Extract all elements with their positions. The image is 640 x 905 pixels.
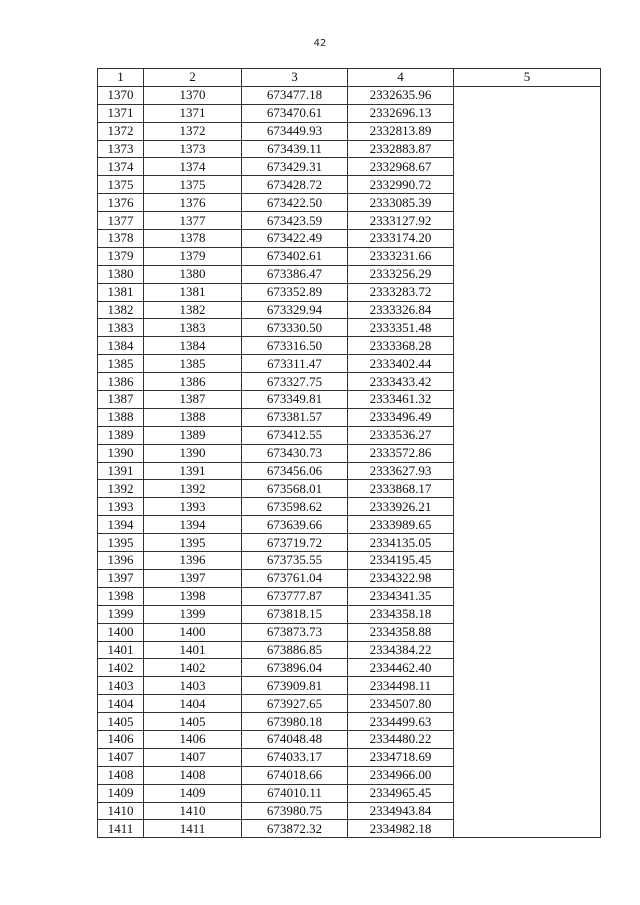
table-cell-col-1: 1386 [98,373,144,391]
table-cell-col-1: 1371 [98,104,144,122]
table-cell-col-2: 1406 [144,730,242,748]
table-cell-col-4: 2334943.84 [348,802,454,820]
table-cell-col-4: 2333326.84 [348,301,454,319]
table-cell-col-1: 1395 [98,534,144,552]
table-cell-col-1: 1410 [98,802,144,820]
table-cell-col-1: 1370 [98,86,144,104]
table-cell-col-1: 1380 [98,265,144,283]
table-cell-col-2: 1381 [144,283,242,301]
table-cell-col-1: 1406 [98,730,144,748]
table-cell-col-1: 1378 [98,230,144,248]
table-cell-col-4: 2334965.45 [348,784,454,802]
table-cell-col-4: 2332635.96 [348,86,454,104]
table-cell-col-2: 1372 [144,122,242,140]
table-cell-col-3: 673330.50 [242,319,348,337]
table-cell-col-3: 673719.72 [242,534,348,552]
table-cell-col-2: 1370 [144,86,242,104]
table-cell-col-2: 1383 [144,319,242,337]
table-cell-col-3: 674048.48 [242,730,348,748]
table-cell-col-4: 2333461.32 [348,391,454,409]
table-cell-col-2: 1397 [144,569,242,587]
table-cell-col-4: 2334322.98 [348,569,454,587]
table-cell-col-4: 2334498.11 [348,677,454,695]
table-cell-col-2: 1396 [144,552,242,570]
table-cell-col-2: 1374 [144,158,242,176]
table-cell-col-3: 673349.81 [242,391,348,409]
table-cell-col-4: 2334499.63 [348,713,454,731]
table-cell-col-1: 1376 [98,194,144,212]
table-cell-col-3: 673311.47 [242,355,348,373]
table-cell-col-2: 1407 [144,748,242,766]
table-cell-col-4: 2334462.40 [348,659,454,677]
table-cell-col-2: 1378 [144,230,242,248]
table-cell-col-1: 1398 [98,587,144,605]
table-cell-col-1: 1379 [98,247,144,265]
table-cell-col-2: 1394 [144,516,242,534]
table-cell-col-1: 1409 [98,784,144,802]
table-cell-col-1: 1401 [98,641,144,659]
table-cell-col-4: 2333368.28 [348,337,454,355]
table-cell-col-4: 2334480.22 [348,730,454,748]
table-cell-col-2: 1388 [144,408,242,426]
table-cell-col-4: 2333496.49 [348,408,454,426]
table-cell-col-1: 1373 [98,140,144,158]
table-cell-col-1: 1394 [98,516,144,534]
table-cell-col-1: 1372 [98,122,144,140]
table-cell-col-3: 673735.55 [242,552,348,570]
table-cell-col-2: 1400 [144,623,242,641]
table-cell-col-2: 1387 [144,391,242,409]
table-cell-col-3: 673872.32 [242,820,348,838]
table-cell-col-2: 1380 [144,265,242,283]
table-cell-col-1: 1383 [98,319,144,337]
table-cell-col-1: 1392 [98,480,144,498]
table-header-row [98,69,601,87]
table-cell-col-3: 673456.06 [242,462,348,480]
table-cell-col-3: 673429.31 [242,158,348,176]
table-cell-col-4: 2333627.93 [348,462,454,480]
table-cell-col-1: 1404 [98,695,144,713]
table-cell-col-2: 1379 [144,247,242,265]
table-cell-col-3: 673381.57 [242,408,348,426]
table-cell-col-2: 1385 [144,355,242,373]
table-cell-col-4: 2333174.20 [348,230,454,248]
table-cell-col-4: 2333283.72 [348,283,454,301]
table-cell-col-2: 1403 [144,677,242,695]
table-cell-col-3: 673818.15 [242,605,348,623]
table-cell-col-4: 2334358.88 [348,623,454,641]
table-cell-col-3: 673477.18 [242,86,348,104]
table-cell-col-3: 673980.18 [242,713,348,731]
page-number: 42 [313,38,327,49]
table-cell-col-3: 673777.87 [242,587,348,605]
table-cell-col-1: 1405 [98,713,144,731]
table-cell-col-4: 2334718.69 [348,748,454,766]
table-cell-col-1: 1402 [98,659,144,677]
table-cell-col-1: 1381 [98,283,144,301]
table-cell-col-2: 1391 [144,462,242,480]
table-cell-col-3: 673761.04 [242,569,348,587]
table-row [98,86,601,104]
table-cell-col-3: 673428.72 [242,176,348,194]
table-cell-col-3: 673470.61 [242,104,348,122]
table-cell-col-1: 1397 [98,569,144,587]
table-cell-col-3: 673329.94 [242,301,348,319]
table-cell-col-4: 2333926.21 [348,498,454,516]
column-header-2: 2 [144,69,242,87]
table-cell-col-3: 673430.73 [242,444,348,462]
table-cell-col-1: 1403 [98,677,144,695]
table-cell-col-2: 1408 [144,766,242,784]
table-cell-col-3: 673927.65 [242,695,348,713]
table-cell-col-4: 2334135.05 [348,534,454,552]
table-cell-col-2: 1411 [144,820,242,838]
table-cell-col-1: 1396 [98,552,144,570]
table-cell-col-3: 673327.75 [242,373,348,391]
table-cell-col-3: 674010.11 [242,784,348,802]
column-header-1: 1 [98,69,144,87]
table-cell-col-2: 1410 [144,802,242,820]
table-cell-col-1: 1399 [98,605,144,623]
table-cell-col-3: 673873.73 [242,623,348,641]
table-cell-col-2: 1399 [144,605,242,623]
table-cell-col-1: 1388 [98,408,144,426]
table-cell-col-2: 1376 [144,194,242,212]
table-cell-col-3: 673422.49 [242,230,348,248]
table-cell-col-4: 2333231.66 [348,247,454,265]
table-cell-col-4: 2333256.29 [348,265,454,283]
table-cell-col-4: 2332696.13 [348,104,454,122]
table-cell-col-2: 1384 [144,337,242,355]
table-cell-col-2: 1404 [144,695,242,713]
table-cell-col-4: 2333572.86 [348,444,454,462]
table-cell-col-4: 2333351.48 [348,319,454,337]
table-cell-col-4: 2333085.39 [348,194,454,212]
table-cell-col-3: 673598.62 [242,498,348,516]
table-cell-col-1: 1389 [98,426,144,444]
table-body [98,86,601,837]
coordinates-table [97,68,601,838]
table-cell-col-1: 1377 [98,212,144,230]
table-cell-col-2: 1402 [144,659,242,677]
table-cell-col-2: 1375 [144,176,242,194]
table-cell-col-1: 1382 [98,301,144,319]
table-cell-col-4: 2332990.72 [348,176,454,194]
table-cell-col-2: 1398 [144,587,242,605]
table-cell-col-1: 1390 [98,444,144,462]
table-cell-col-4: 2333868.17 [348,480,454,498]
table-cell-col-1: 1385 [98,355,144,373]
table-cell-col-1: 1393 [98,498,144,516]
table-cell-col-4: 2332968.67 [348,158,454,176]
table-cell-col-4: 2333402.44 [348,355,454,373]
table-cell-col-1: 1375 [98,176,144,194]
table-cell-col-1: 1391 [98,462,144,480]
table-cell-col-2: 1373 [144,140,242,158]
table-cell-col-3: 673568.01 [242,480,348,498]
table-cell-col-2: 1409 [144,784,242,802]
table-cell-col-3: 673639.66 [242,516,348,534]
table-cell-col-4: 2334982.18 [348,820,454,838]
table-cell-col-4: 2334341.35 [348,587,454,605]
table-cell-col-2: 1377 [144,212,242,230]
table-cell-col-3: 673909.81 [242,677,348,695]
table-cell-col-3: 673439.11 [242,140,348,158]
table-cell-col-4: 2333989.65 [348,516,454,534]
table-cell-col-4: 2334507.80 [348,695,454,713]
table-cell-col-4: 2333433.42 [348,373,454,391]
table-cell-col-4: 2332813.89 [348,122,454,140]
table-cell-col-2: 1393 [144,498,242,516]
table-cell-col-2: 1395 [144,534,242,552]
table-cell-col-2: 1405 [144,713,242,731]
table-cell-col-1: 1408 [98,766,144,784]
column-header-3: 3 [242,69,348,87]
table-cell-col-1: 1387 [98,391,144,409]
table-cell-col-2: 1392 [144,480,242,498]
table-cell-col-2: 1371 [144,104,242,122]
table-cell-col-3: 673386.47 [242,265,348,283]
table-cell-col-2: 1389 [144,426,242,444]
table-cell-col-2: 1386 [144,373,242,391]
table-cell-col-3: 673980.75 [242,802,348,820]
table-cell-col-3: 673886.85 [242,641,348,659]
table-cell-col-3: 673316.50 [242,337,348,355]
table-cell-col-3: 673449.93 [242,122,348,140]
table-cell-col-4: 2334358.18 [348,605,454,623]
table-cell-col-2: 1390 [144,444,242,462]
remark-cell-col-5 [454,86,601,837]
table-cell-col-3: 673352.89 [242,283,348,301]
column-header-4: 4 [348,69,454,87]
column-header-5: 5 [454,69,601,87]
table-cell-col-1: 1374 [98,158,144,176]
table-cell-col-4: 2333536.27 [348,426,454,444]
table-cell-col-4: 2332883.87 [348,140,454,158]
table-cell-col-3: 674018.66 [242,766,348,784]
table-cell-col-4: 2334195.45 [348,552,454,570]
table-cell-col-1: 1407 [98,748,144,766]
table-cell-col-4: 2334966.00 [348,766,454,784]
table-cell-col-3: 673422.50 [242,194,348,212]
table-cell-col-3: 674033.17 [242,748,348,766]
table-cell-col-2: 1382 [144,301,242,319]
table-cell-col-2: 1401 [144,641,242,659]
table-cell-col-4: 2334384.22 [348,641,454,659]
table-cell-col-3: 673423.59 [242,212,348,230]
table-cell-col-4: 2333127.92 [348,212,454,230]
table-cell-col-3: 673896.04 [242,659,348,677]
table-cell-col-3: 673402.61 [242,247,348,265]
table-cell-col-1: 1411 [98,820,144,838]
table-cell-col-3: 673412.55 [242,426,348,444]
table-cell-col-1: 1400 [98,623,144,641]
table-cell-col-1: 1384 [98,337,144,355]
